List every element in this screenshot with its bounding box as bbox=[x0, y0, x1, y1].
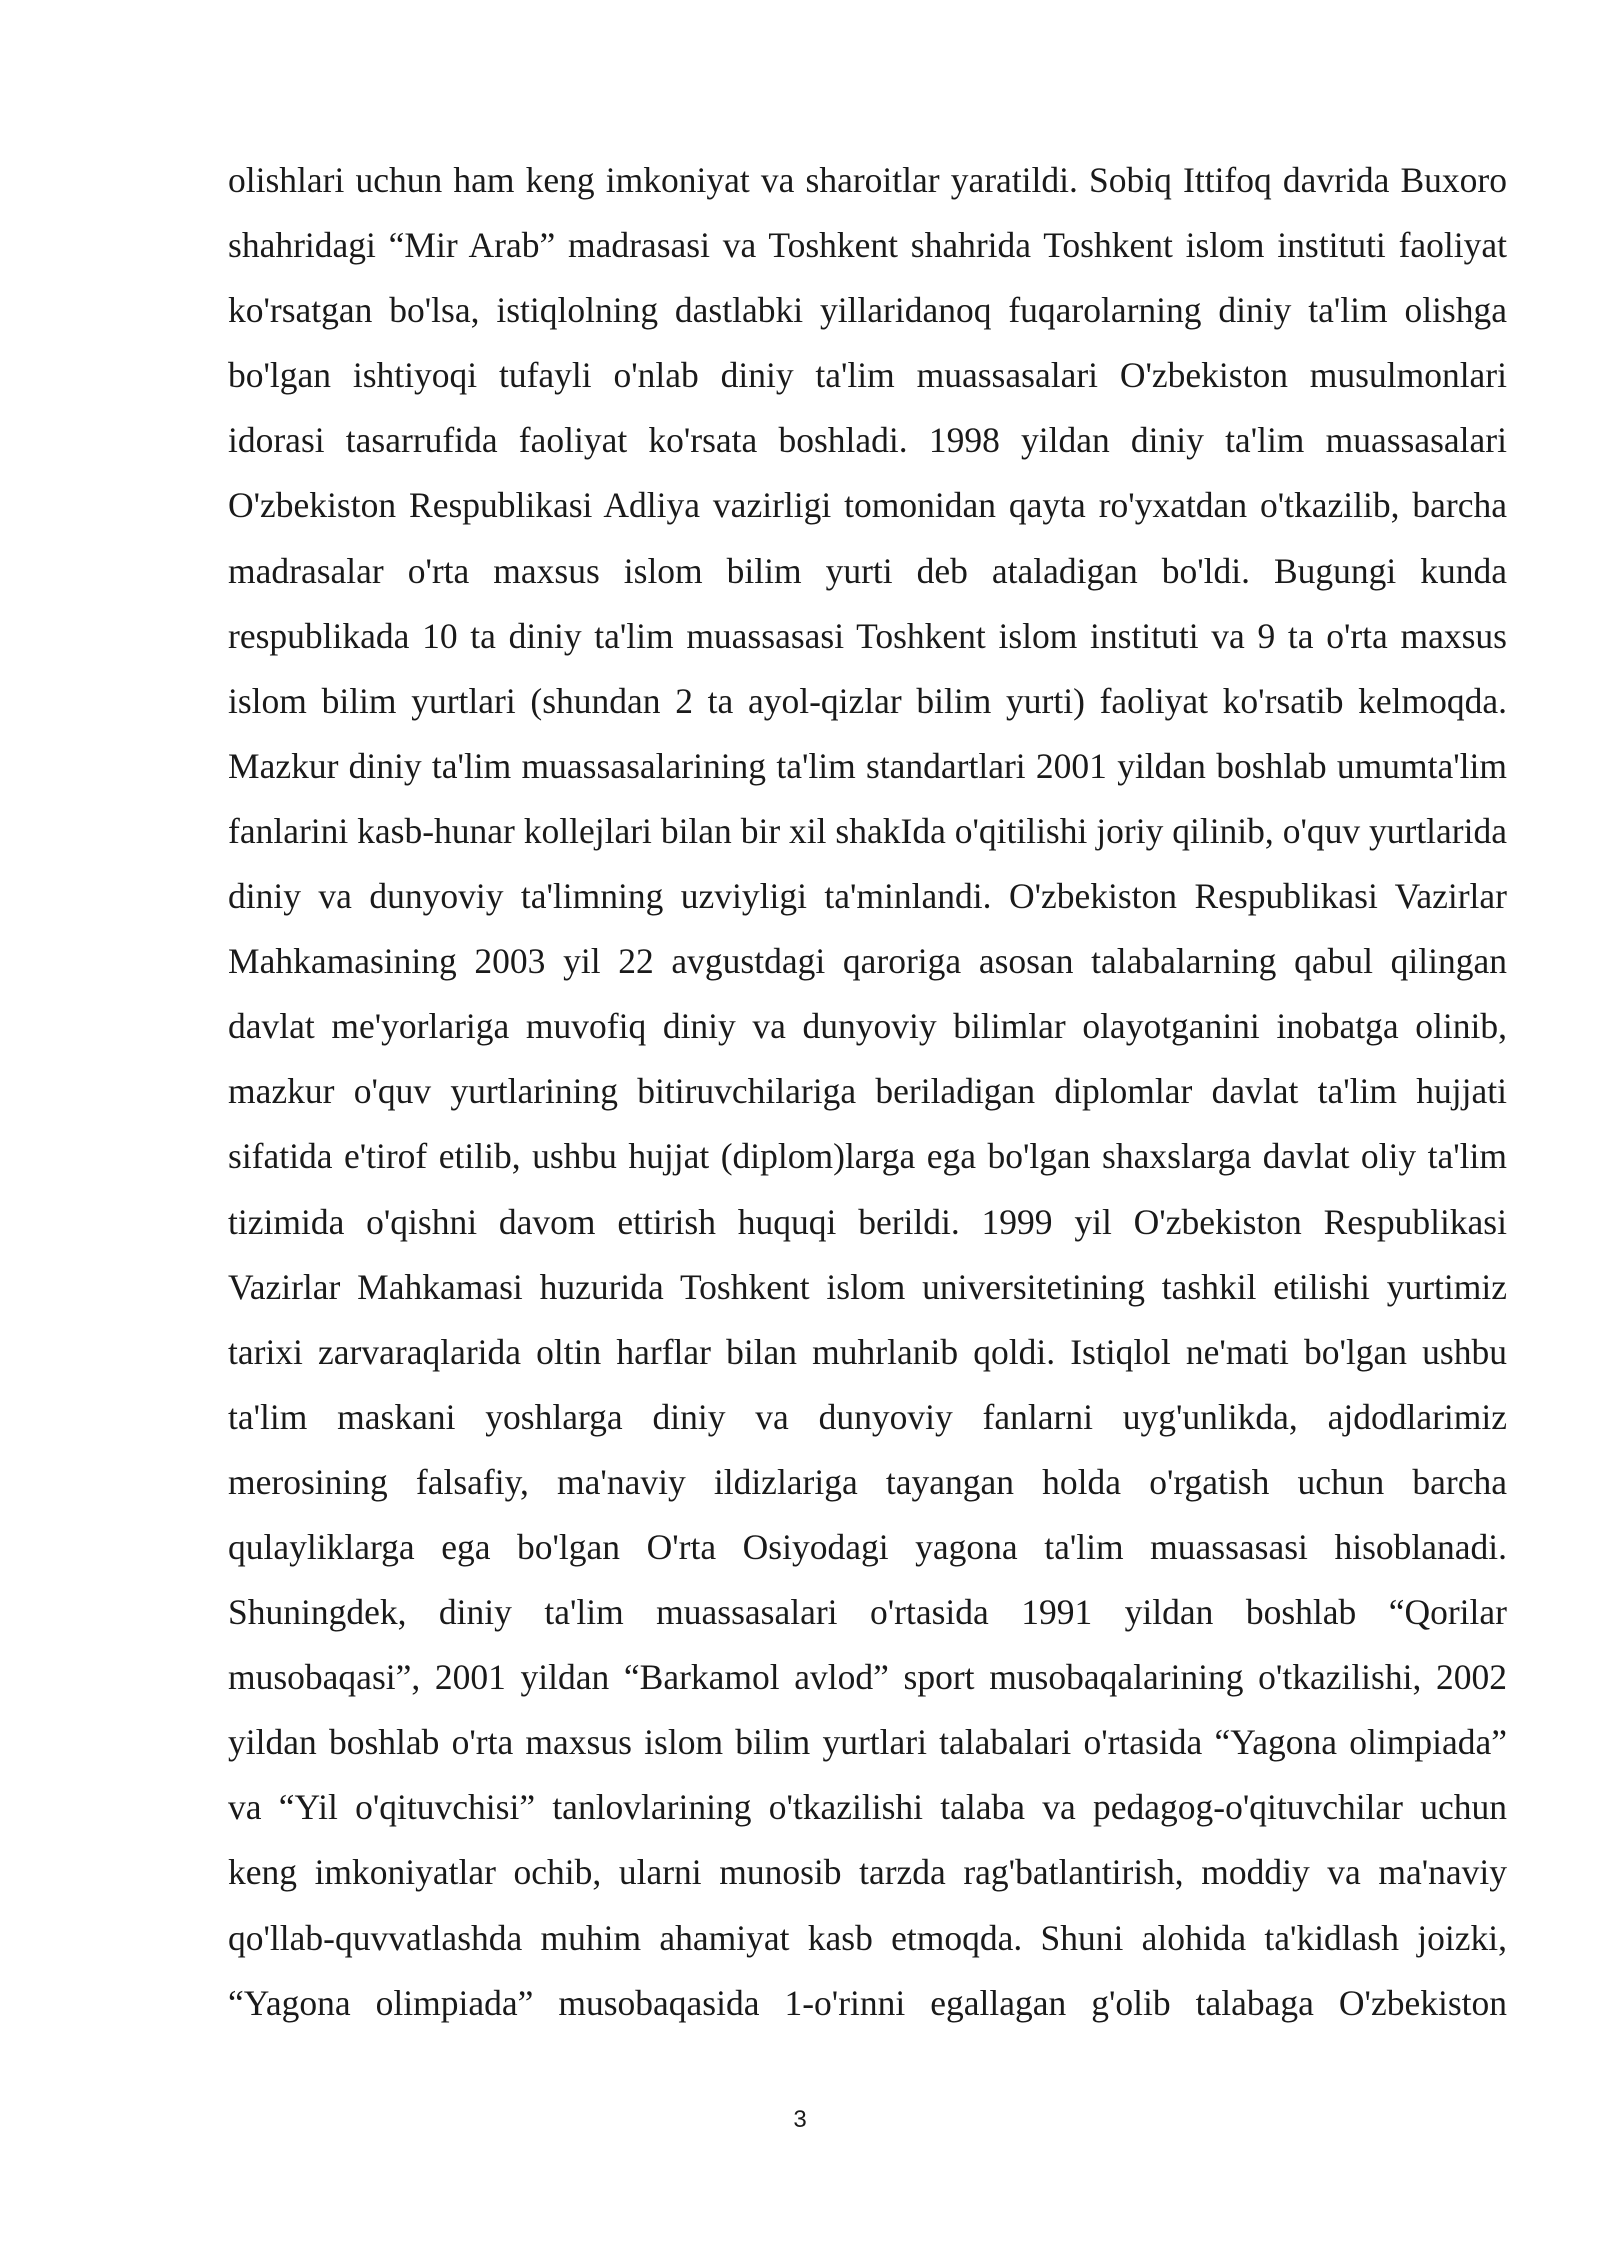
body-paragraph: olishlari uchun ham keng imkoniyat va sharoitlar yaratildi. Sobiq Ittifoq davrida Buxoro shahridagi “Mir Arab” madrasasi va Toshkent shahrida Toshkent islom instituti faoliyat ko'rsatgan bo'lsa, istiqlolning dastlabki yillaridanoq fuqarolarning diniy ta'lim olishga bo'lgan ishtiyoqi tufayli o'nlab diniy ta'lim muassasalari O'zbekiston musulmonlari idorasi tasarrufida faoliyat ko'rsata boshladi. 1998 yildan diniy ta'lim muassasalari O'zbekiston Respublikasi Adliya vazirligi tomonidan qayta ro'yxatdan o'tkazilib, barcha madrasalar o'rta maxsus islom bilim yurti deb ataladigan bo'ldi. Bugungi kunda respublikada 10 ta diniy ta'lim muassasasi Toshkent islom instituti va 9 ta o'rta maxsus islom bilim yurtlari (shundan 2 ta ayol-qizlar bilim yurti) faoliyat ko'rsatib kelmoqda. Mazkur diniy ta'lim muassasalarining ta'lim standartlari 2001 yildan boshlab umumta'lim fanlarini kasb-hunar kollejlari bilan bir xil shakIda o'qitilishi joriy qilinib, o'quv yurtlarida diniy va dunyoviy ta'limning uzviyligi ta'minlandi. O'zbekiston Respublikasi Vazirlar Mahkamasining 2003 yil 22 avgustdagi qaroriga asosan talabalarning qabul qilingan davlat me'yorlariga muvofiq diniy va dunyoviy bilimlar olayotganini inobatga olinib, mazkur o'quv yurtlarining bitiruvchilariga beriladigan diplomlar davlat ta'lim hujjati sifatida e'tirof etilib, ushbu hujjat (diplom)larga ega bo'lgan shaxslarga davlat oliy ta'lim tizimida o'qishni davom ettirish huquqi berildi. 1999 yil O'zbekiston Respublikasi Vazirlar Mahkamasi huzurida Toshkent islom universitetining tashkil etilishi yurtimiz tarixi zarvaraqlarida oltin harflar bilan muhrlanib qoldi. Istiqlol ne'mati bo'lgan ushbu ta'lim maskani yoshlarga diniy va dunyoviy fanlarni uyg'unlikda, ajdodlarimiz merosining falsafiy, ma'naviy ildizlariga tayangan holda o'rgatish uchun barcha qulayliklarga ega bo'lgan O'rta Osiyodagi yagona ta'lim muassasasi hisoblanadi. Shuningdek, diniy ta'lim muassasalari o'rtasida 1991 yildan boshlab “Qorilar musobaqasi”, 2001 yildan “Barkamol avlod” sport musobaqalarining o'tkazilishi, 2002 yildan boshlab o'rta maxsus islom bilim yurtlari talabalari o'rtasida “Yagona olimpiada” va “Yil o'qituvchisi” tanlovlarining o'tkazilishi talaba va pedagog-o'qituvchilar uchun keng imkoniyatlar ochib, ularni munosib tarzda rag'batlantirish, moddiy va ma'naviy qo'llab-quvvatlashda muhim ahamiyat kasb etmoqda. Shuni alohida ta'kidlash joizki, “Yagona olimpiada” musobaqasida 1-o'rinni egallagan g'olib talabaga O'zbekiston bbox=[228, 160, 1507, 2023]
page-number: 3 bbox=[793, 2106, 807, 2133]
